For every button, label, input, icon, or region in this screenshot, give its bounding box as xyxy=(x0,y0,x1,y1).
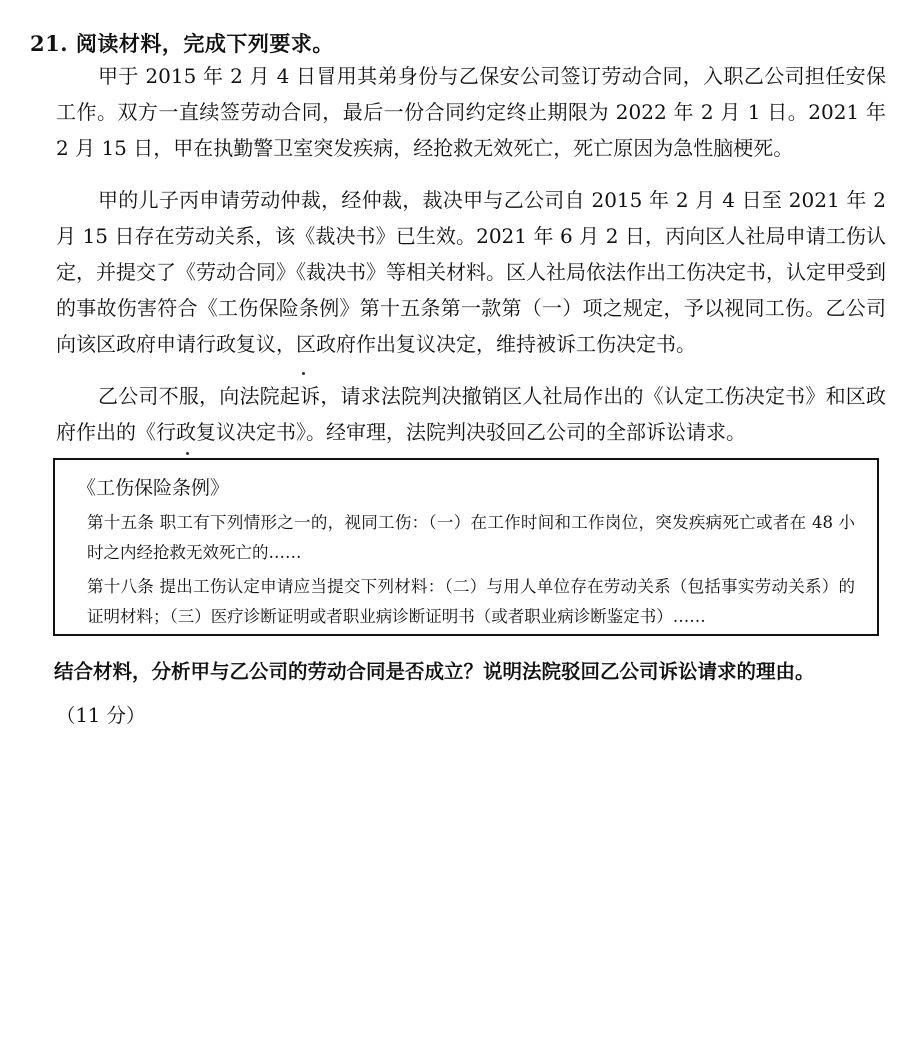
question-score: （11 分） xyxy=(56,704,146,727)
statute-article-15: 第十五条 职工有下列情形之一的，视同工伤：（一）在工作时间和工作岗位，突发疾病死亡或者在 48 小时之内经抢救无效死亡的…… xyxy=(87,513,855,562)
statute-box xyxy=(53,458,879,636)
statute-article-18: 第十八条 提出工伤认定申请应当提交下列材料：（二）与用人单位存在劳动关系（包括事实劳动关系）的证明材料；（三）医疗诊断证明或者职业病诊断证明书（或者职业病诊断鉴定书）…… xyxy=(87,577,855,626)
scan-speck xyxy=(186,452,189,455)
scan-speck xyxy=(302,372,305,375)
question-title: 21. 阅读材料，完成下列要求。 xyxy=(30,31,334,56)
material-paragraph-3: 乙公司不服，向法院起诉，请求法院判决撤销区人社局作出的《认定工伤决定书》和区政府作出的《行政复议决定书》。经审理，法院判决驳回乙公司的全部诉讼请求。 xyxy=(56,384,886,444)
material-paragraph-2: 甲的儿子丙申请劳动仲裁，经仲裁，裁决甲与乙公司自 2015 年 2 月 4 日至 2021 年 2 月 15 日存在劳动关系，该《裁决书》已生效。2021 年 6 月 2 日，丙向区人社局申请工伤认定，并提交了《劳动合同》《裁决书》等相关材料。区人社局依法作出工伤决定书，认定甲受到的事故伤害符合《工伤保险条例》第十五条第一款第（一）项之规定，予以视同工伤。乙公司向该区政府申请行政复议，区政府作出复议决定，维持被诉工伤决定书。 xyxy=(56,188,886,356)
statute-title: 《工伤保险条例》 xyxy=(77,477,230,499)
material-paragraph-1: 甲于 2015 年 2 月 4 日冒用其弟身份与乙保安公司签订劳动合同，入职乙公司担任安保工作。双方一直续签劳动合同，最后一份合同约定终止期限为 2022 年 2 月 1 日。2021 年 2 月 15 日，甲在执勤警卫室突发疾病，经抢救无效死亡，死亡原因为急性脑梗死。 xyxy=(56,64,886,160)
question-prompt: 结合材料，分析甲与乙公司的劳动合同是否成立？说明法院驳回乙公司诉讼请求的理由。 xyxy=(54,660,815,683)
